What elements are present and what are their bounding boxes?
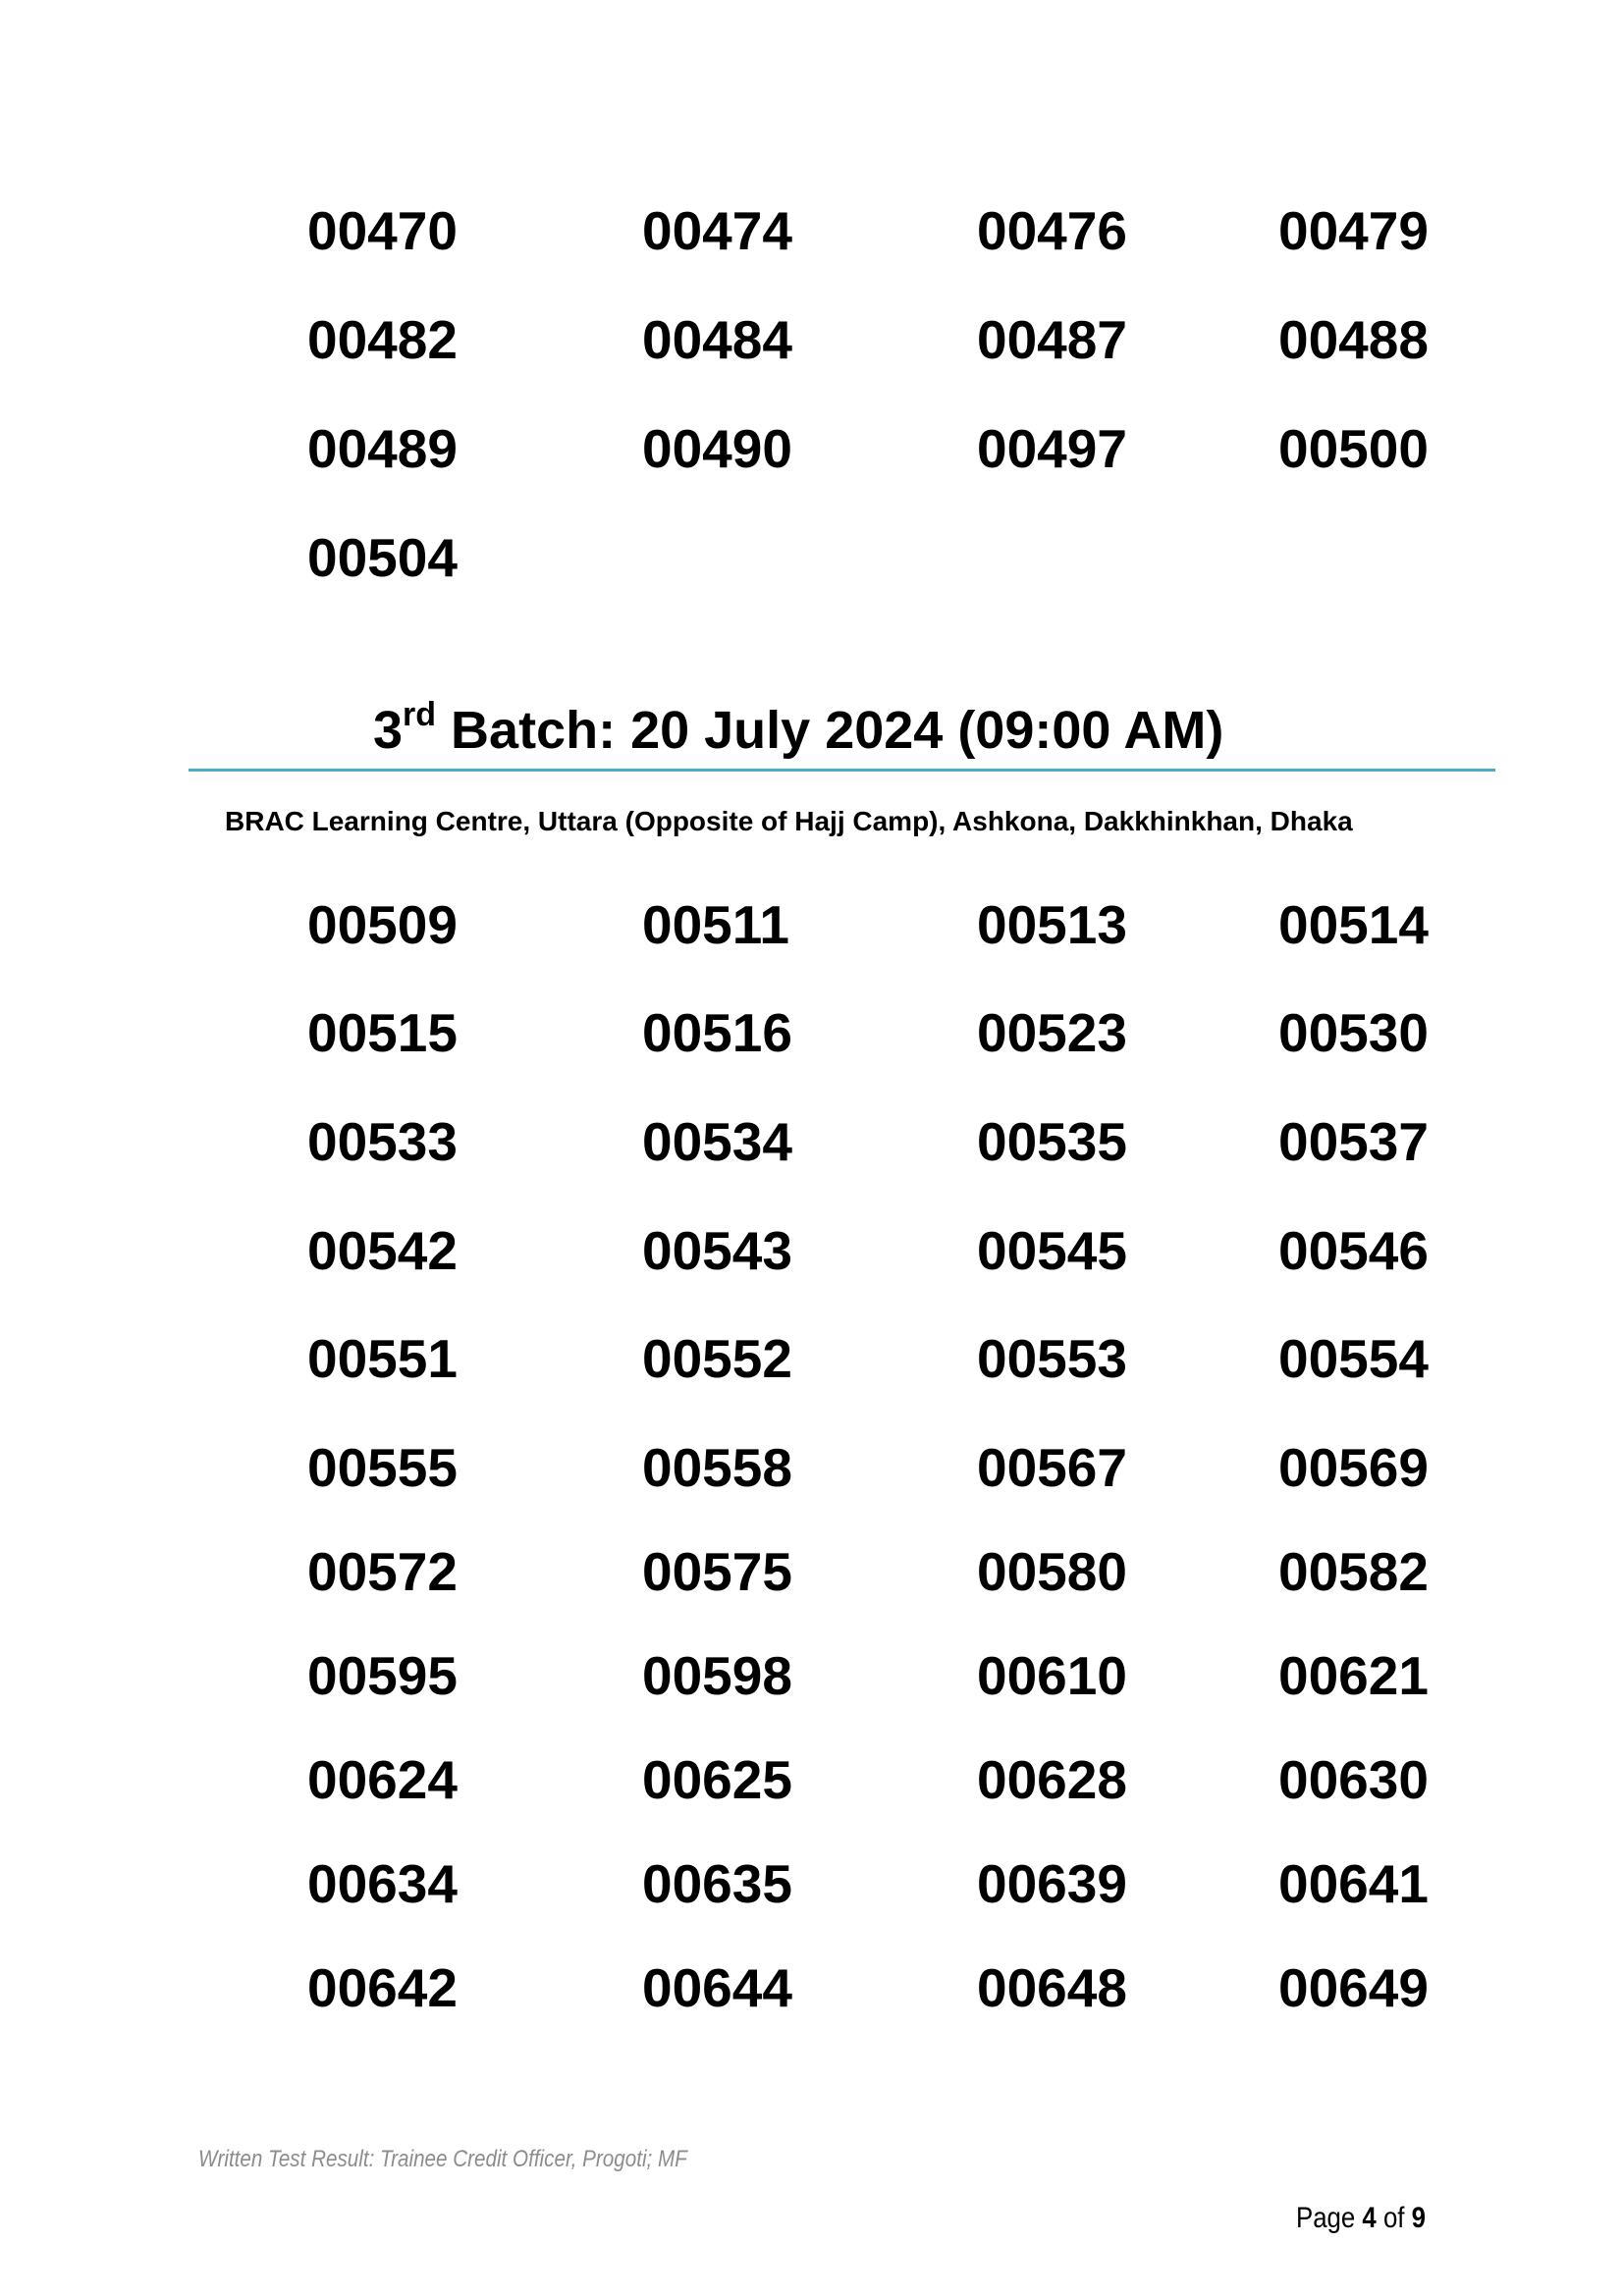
- table-row: [0, 201, 1623, 260]
- roll-number: 00537: [1278, 1111, 1429, 1172]
- roll-number: 00504: [307, 527, 458, 588]
- roll-number: 00530: [1278, 1002, 1429, 1063]
- roll-number: 00546: [1278, 1220, 1429, 1281]
- roll-number: 00610: [977, 1645, 1127, 1706]
- roll-number: 00487: [977, 309, 1127, 370]
- roll-number: 00476: [977, 200, 1127, 261]
- page-of: of: [1376, 2202, 1412, 2234]
- roll-number: 00639: [977, 1853, 1127, 1914]
- roll-number: 00624: [307, 1749, 458, 1810]
- roll-number: 00533: [307, 1111, 458, 1172]
- roll-number: 00641: [1278, 1853, 1429, 1914]
- roll-number: 00482: [307, 309, 458, 370]
- table-row: [0, 1542, 1623, 1601]
- roll-number: 00484: [642, 309, 792, 370]
- roll-number: 00511: [642, 894, 789, 955]
- batch-title: Batch: 20 July 2024 (09:00 AM): [436, 701, 1224, 760]
- roll-number: 00552: [642, 1328, 792, 1389]
- table-row: [0, 1221, 1623, 1280]
- table-row: [0, 1958, 1623, 2017]
- roll-number: 00514: [1278, 894, 1429, 955]
- roll-number: 00598: [642, 1645, 792, 1706]
- page-number: [1296, 2202, 1426, 2235]
- roll-number: 00500: [1278, 418, 1429, 479]
- roll-number: 00470: [307, 200, 458, 261]
- roll-number: 00509: [307, 894, 458, 955]
- table-row: [0, 528, 1623, 587]
- roll-number: 00630: [1278, 1749, 1429, 1810]
- roll-number: 00595: [307, 1645, 458, 1706]
- heading-divider: [189, 769, 1495, 772]
- roll-number: 00551: [307, 1328, 458, 1389]
- roll-number: 00543: [642, 1220, 792, 1281]
- page-current: 4: [1362, 2202, 1377, 2234]
- roll-number: 00567: [977, 1437, 1127, 1498]
- table-row: [0, 1003, 1623, 1062]
- table-row: [0, 895, 1623, 954]
- roll-number: 00644: [642, 1957, 792, 2018]
- roll-number: 00553: [977, 1328, 1127, 1389]
- roll-number: 00642: [307, 1957, 458, 2018]
- roll-number: 00649: [1278, 1957, 1429, 2018]
- page-prefix: Page: [1296, 2202, 1363, 2234]
- batch-ordinal-suffix: rd: [403, 696, 437, 733]
- footer-document-title: Written Test Result: Trainee Credit Officer, Progoti; MF: [198, 2146, 687, 2172]
- roll-number: 00572: [307, 1541, 458, 1602]
- table-row: [0, 1329, 1623, 1388]
- roll-number: 00515: [307, 1002, 458, 1063]
- roll-number: 00535: [977, 1111, 1127, 1172]
- roll-number: 00479: [1278, 200, 1429, 261]
- roll-number: 00534: [642, 1111, 792, 1172]
- venue-text: BRAC Learning Centre, Uttara (Opposite of Hajj Camp), Ashkona, Dakkhinkhan, Dhaka: [225, 806, 1353, 836]
- batch-heading: [373, 696, 1224, 762]
- page-total: 9: [1411, 2202, 1426, 2234]
- roll-number: 00513: [977, 894, 1127, 955]
- roll-number: 00489: [307, 418, 458, 479]
- roll-number: 00542: [307, 1220, 458, 1281]
- roll-number: 00648: [977, 1957, 1127, 2018]
- roll-number: 00582: [1278, 1541, 1429, 1602]
- table-row: [0, 419, 1623, 478]
- roll-number: 00575: [642, 1541, 792, 1602]
- table-row: [0, 1750, 1623, 1809]
- batch-ordinal-number: 3: [373, 701, 404, 760]
- roll-number: 00634: [307, 1853, 458, 1914]
- roll-number: 00621: [1278, 1645, 1429, 1706]
- roll-number: 00497: [977, 418, 1127, 479]
- roll-number: 00628: [977, 1749, 1127, 1810]
- roll-number: 00558: [642, 1437, 792, 1498]
- roll-number: 00580: [977, 1541, 1127, 1602]
- roll-number: 00516: [642, 1002, 792, 1063]
- roll-number: 00554: [1278, 1328, 1429, 1389]
- roll-number: 00569: [1278, 1437, 1429, 1498]
- roll-number: 00635: [642, 1853, 792, 1914]
- table-row: [0, 1112, 1623, 1171]
- roll-number: 00490: [642, 418, 792, 479]
- roll-number: 00555: [307, 1437, 458, 1498]
- table-row: [0, 310, 1623, 369]
- table-row: [0, 1646, 1623, 1705]
- roll-number: 00545: [977, 1220, 1127, 1281]
- roll-number: 00625: [642, 1749, 792, 1810]
- roll-number: 00474: [642, 200, 792, 261]
- table-row: [0, 1854, 1623, 1913]
- roll-number: 00523: [977, 1002, 1127, 1063]
- roll-number: 00488: [1278, 309, 1429, 370]
- table-row: [0, 1438, 1623, 1497]
